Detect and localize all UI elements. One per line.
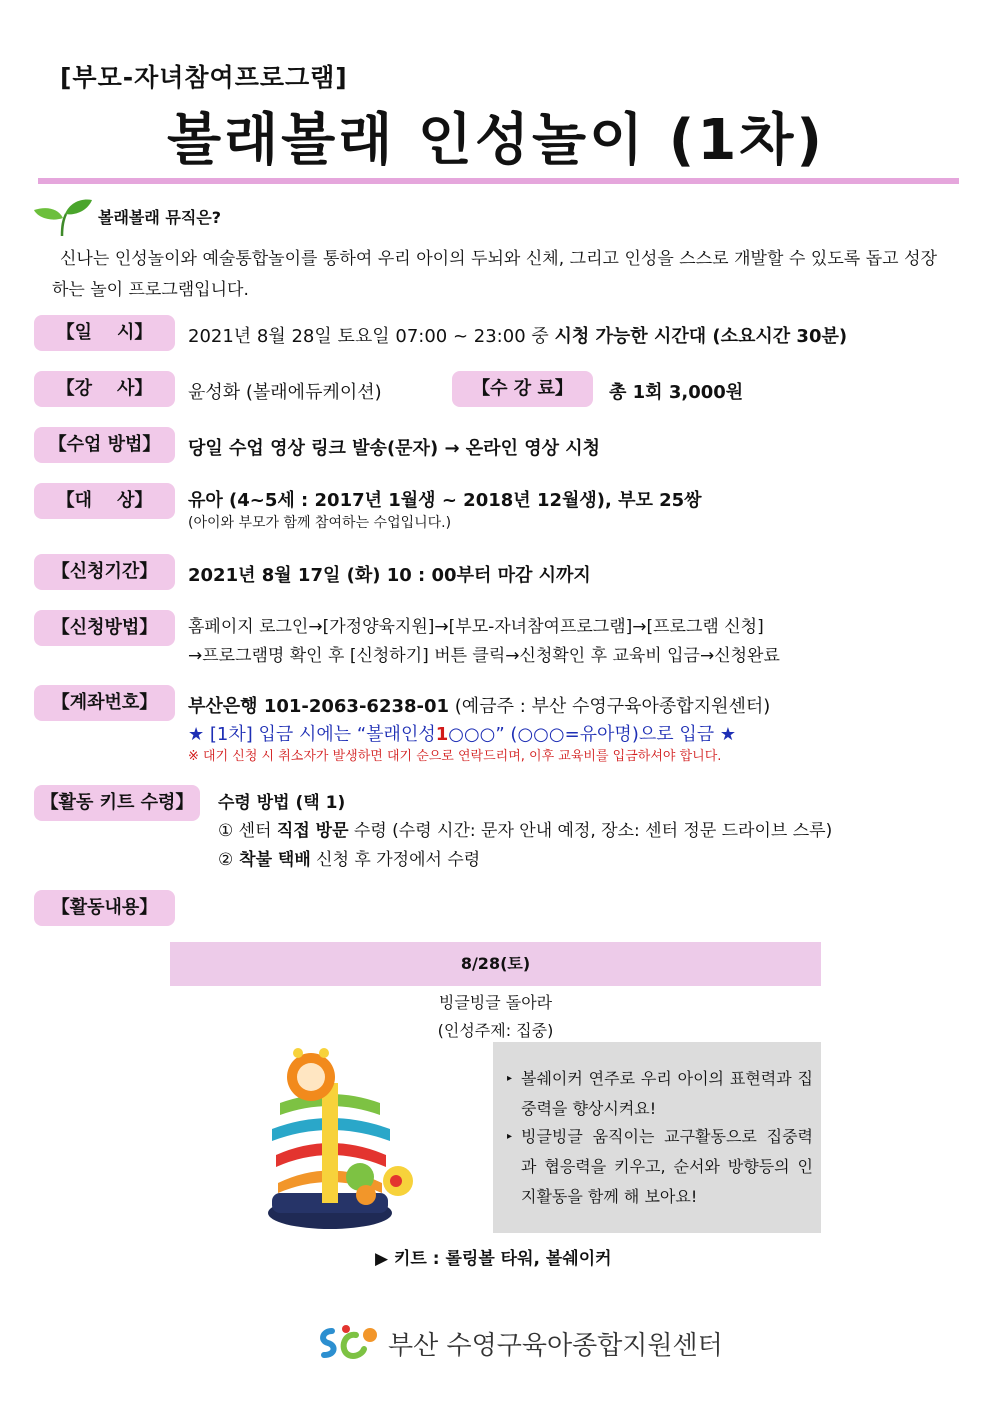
intro-body: 신나는 인성놀이와 예술통합놀이를 통하여 우리 아이의 두뇌와 신체, 그리고 인성을 스스로 개발할 수 있도록 돕고 성장하는 놀이 프로그램입니다. (52, 249, 937, 300)
target-value: 유아 (4~5세 : 2017년 1월생 ~ 2018년 12월생), 부모 25쌍 (188, 490, 702, 511)
title-divider (38, 178, 959, 184)
center-name: 부산 수영구육아종합지원센터 (388, 1331, 723, 1361)
account-label: 【계좌번호】 (34, 685, 175, 721)
waitlist-warning: ※ 대기 신청 시 취소자가 발생하면 대기 순으로 연락드리며, 이후 교육비를 입금하셔야 합니다. (188, 749, 722, 764)
activity-title: 빙글빙글 돌아라 (438, 993, 553, 1012)
activity-description-item: ▸ 빙글빙글 움직이는 교구활동으로 집중력과 협응력을 키우고, 순서와 방향등의 인지활동을 함께 해 보아요! (503, 1122, 813, 1212)
apply-label: 【신청방법】 (34, 610, 175, 646)
schedule-label: 【일 시】 (34, 315, 175, 351)
activity-label: 【활동내용】 (34, 890, 175, 926)
target-note: (아이와 부모가 함께 참여하는 수업입니다.) (188, 515, 452, 531)
account-value: 부산은행 101-2063-6238-01 (예금주 : 부산 수영구육아종합지원센터) (188, 696, 771, 717)
schedule-value: 2021년 8월 28일 토요일 07:00 ~ 23:00 중 시청 가능한 시간대 (소요시간 30분) (188, 326, 848, 347)
page-title: 볼래볼래 인성놀이 (1차) (166, 108, 825, 173)
center-logo-icon (316, 1323, 382, 1363)
fee-value: 총 1회 3,000원 (609, 382, 744, 403)
pickup-option-visit: ① 센터 직접 방문 수령 (수령 시간: 문자 안내 예정, 장소: 센터 정문 드라이브 스루) (218, 821, 833, 841)
kit-pickup-label: 【활동 키트 수령】 (34, 785, 200, 821)
fee-label: 【수 강 료】 (452, 371, 593, 407)
rolling-ball-tower-image (258, 1043, 428, 1233)
activity-theme: (인성주제: 집중) (437, 1021, 554, 1040)
triangle-bullet-icon: ▸ (507, 1131, 513, 1142)
program-category: [부모-자녀참여프로그램] (60, 63, 348, 92)
instructor-label: 【강 사】 (34, 371, 175, 407)
deposit-notice: ★ [1차] 입금 시에는 “볼래인성1○○○” (○○○=유아명)으로 입금 ★ (188, 724, 736, 745)
activity-description-item: ▸ 볼쉐이커 연주로 우리 아이의 표현력과 집중력을 향상시켜요! (503, 1064, 813, 1124)
activity-description-box (493, 1042, 821, 1233)
pickup-option-delivery: ② 착불 택배 신청 후 가정에서 수령 (218, 850, 481, 870)
period-value: 2021년 8월 17일 (화) 10 : 00부터 마감 시까지 (188, 565, 591, 586)
activity-date-header: 8/28(토) (170, 942, 821, 986)
sprout-icon (32, 196, 94, 238)
instructor-value: 윤성화 (볼래에듀케이션) (188, 382, 382, 403)
intro-heading: 볼래볼래 뮤직은? (98, 208, 222, 227)
method-value: 당일 수업 영상 링크 발송(문자) → 온라인 영상 시청 (188, 438, 601, 459)
triangle-bullet-icon: ▸ (507, 1073, 513, 1084)
method-label: 【수업 방법】 (34, 427, 175, 463)
apply-step-line2: →프로그램명 확인 후 [신청하기] 버튼 클릭→신청확인 후 교육비 입금→신청완료 (188, 646, 780, 666)
kit-contents: ▶ 키트 : 롤링볼 타워, 볼쉐이커 (375, 1249, 612, 1269)
pickup-title: 수령 방법 (택 1) (218, 793, 346, 813)
target-label: 【대 상】 (34, 483, 175, 519)
apply-step-line1: 홈페이지 로그인→[가정양육지원]→[부모-자녀참여프로그램]→[프로그램 신청] (188, 617, 764, 637)
period-label: 【신청기간】 (34, 554, 175, 590)
